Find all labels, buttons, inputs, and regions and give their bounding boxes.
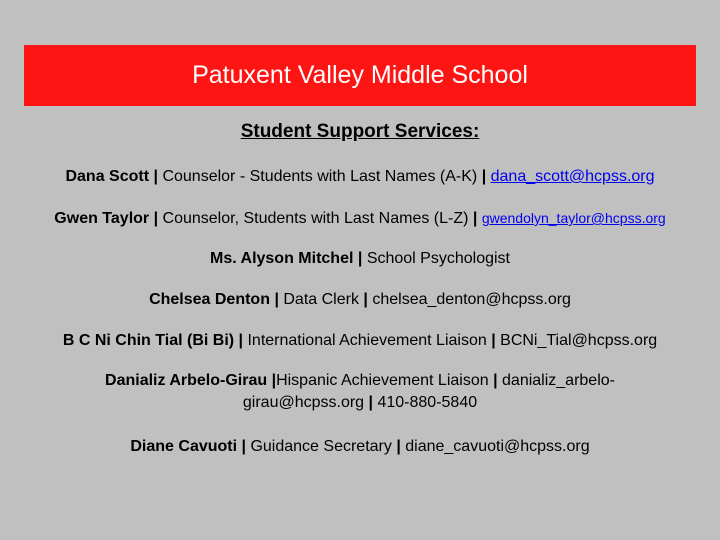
contact-role: Guidance Secretary	[250, 438, 392, 455]
contact-line-1	[0, 370, 720, 392]
separator: |	[153, 210, 159, 227]
contact-role: Data Clerk	[283, 291, 359, 308]
contact-email: chelsea_denton@hcpss.org	[372, 291, 571, 308]
separator: |	[241, 438, 246, 455]
contact-phone: 410-880-5840	[377, 394, 478, 411]
school-name: Patuxent Valley Middle School	[192, 61, 528, 89]
contact-email-part1: danializ_arbelo-	[502, 372, 615, 389]
contact-row-diane-cavuoti	[0, 436, 720, 458]
contact-row-chelsea-denton	[0, 289, 720, 311]
contact-role: Counselor - Students with Last Names (A-K)	[162, 168, 478, 185]
separator: |	[481, 168, 487, 185]
separator: |	[357, 250, 363, 267]
title-banner	[24, 45, 696, 106]
separator: |	[491, 332, 496, 349]
contact-name: Diane Cavuoti	[130, 438, 238, 455]
email-link-gwen-taylor[interactable]: gwendolyn_taylor@hcpss.org	[481, 210, 666, 226]
contact-row-bi-bi	[0, 330, 720, 352]
contact-name: Danializ Arbelo-Girau	[105, 372, 268, 389]
separator: |	[472, 210, 478, 227]
contact-name: B C Ni Chin Tial (Bi Bi)	[62, 332, 235, 349]
contact-row-dana-scott	[0, 166, 720, 188]
contact-email: BCNi_Tial@hcpss.org	[500, 332, 658, 349]
separator: |	[493, 372, 498, 389]
contact-role: School Psychologist	[366, 250, 510, 267]
separator: |	[274, 291, 279, 308]
separator: |	[238, 332, 244, 349]
contact-email-part2: girau@hcpss.org	[242, 394, 365, 411]
contact-email: diane_cavuoti@hcpss.org	[405, 438, 590, 455]
email-link-dana-scott[interactable]: dana_scott@hcpss.org	[490, 168, 655, 185]
contact-row-danializ-arbelo-girau	[0, 370, 720, 414]
separator: |	[396, 438, 401, 455]
contact-row-gwen-taylor	[0, 207, 720, 230]
contact-line-2	[0, 392, 720, 414]
contact-role: Counselor, Students with Last Names (L-Z)	[162, 210, 469, 227]
separator: |	[363, 291, 368, 308]
contact-name: Chelsea Denton	[149, 291, 270, 308]
contact-name: Ms. Alyson Mitchel	[209, 250, 354, 267]
contact-row-alyson-mitchel	[0, 248, 720, 270]
separator: |	[368, 394, 374, 411]
contact-role: International Achievement Liaison	[247, 332, 487, 349]
separator: |	[271, 372, 277, 389]
section-heading: Student Support Services:	[240, 121, 480, 142]
contact-name: Gwen Taylor	[54, 210, 150, 227]
separator: |	[153, 168, 158, 185]
contact-name: Dana Scott	[65, 168, 150, 185]
contact-role: Hispanic Achievement Liaison	[276, 372, 489, 389]
